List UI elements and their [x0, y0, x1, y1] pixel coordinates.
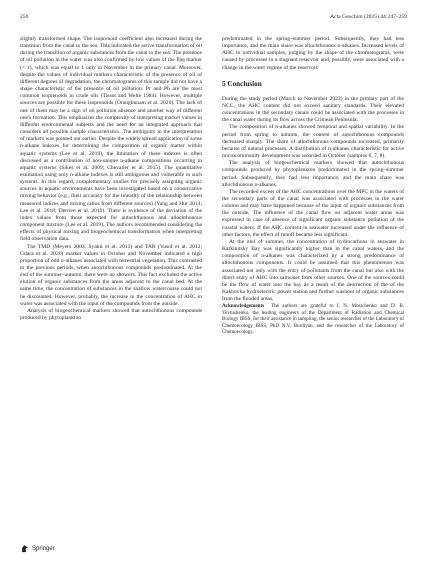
- running-header: [20, 14, 407, 21]
- journal-citation: Acta Geochim (2025) 44:247–259: [330, 14, 407, 20]
- publisher-footer: [20, 544, 55, 553]
- acknowledgements-label: Acknowledgements: [222, 303, 265, 310]
- publisher-name: Springer: [32, 545, 55, 552]
- acknowledgements-text: The authors are grateful to I. N. Mosichenko and D. B. Yevtushenko, the leading engineers of the Department of Radiation and Chemical Biology IBSS, for their assistance in sampling, the senior researcher of the Laboratory of Chemoecology IBSS, PhD N.V. Burdiyan, and the researcher of the Laboratory of Chemoecology,: [222, 303, 405, 336]
- conclusion-paragraph-2: The composition of n-alkanes showed temporal and spatial variability. In the period from spring to autumn, the content of autochthonous compounds decreased sharply. The share of allochthonous compounds increased, primarily because of natural processes. A distribution of n-alkanes characteristic for active microcommunity development was recorded in October (samples 6, 7, 8).: [222, 124, 404, 160]
- right-intro-paragraph: predominated in the spring–summer period. Subsequently, they had less importance, and the main share was allochthonous n-alkanes. Increased levels of AHC in individual samples, judging by the shape of the chromatograms, were caused by processes in a stagnant reservoir and, possibly, were associated with a change in the water regime of the reservoir.: [222, 36, 404, 71]
- left-paragraph-3: Analysis of biogeochemical markers showed that autochthonous compounds produced by phytoplankton: [20, 307, 202, 322]
- conclusion-paragraph-4: The recorded excess of the AHC concentrations over the MPC in the waters of the secondary parts of the canal was associated with processes in the water column and may have happened because of the input of organic substances from the outside. The influence of the canal flow on adjacent water areas was expressed in case of absence of significant organic substance pollution of the coastal waters. If the AHC content in seawater increased under the influence of other factors, the effect of runoff became less significant.: [222, 188, 404, 238]
- conclusion-paragraph-3: The analysis of biogeochemical markers showed that autochthonous compounds produced by phytoplankton predominated in the spring–summer period. Subsequently, they had less importance, and the main share was allochthonous n-alkanes.: [222, 160, 404, 188]
- acknowledgements: [222, 303, 404, 336]
- right-column: [222, 36, 404, 336]
- page-number: 256: [20, 14, 29, 20]
- springer-horse-icon: [20, 544, 29, 553]
- left-column: [20, 36, 202, 322]
- conclusion-paragraph-5: At the end of summer, the concentration of hydrocarbons in seawater in Karkinitsky Bay was significantly higher than in the canal waters, and the composition of n-alkanes was characterized by a strong predominance of allochthonous components. It could be assumed that this phenomenon was associated not only with the entry of pollutants from the canal but also with the direct entry of AHC into saltwater from other sources. One of the sources could be the flow of water into the bay as a result of the destruction of the of the Kakhovka hydroelectric power station and further washout of organic substances from the flooded areas.: [222, 238, 404, 303]
- conclusion-heading: 5 Conclusion: [222, 79, 262, 88]
- left-paragraph-2: The TMD (Meyers 2003; Syakti et al. 2013) and TAR (Yusof et al. 2012; Gdara et al. 2020) marker values in October and November indicated a high proportion of odd n-alkanes associated with terrestrial vegetation. This contrasted to the previous periods, when autochthonous compounds predominated. At the end of the summer–autumn, there were no showers. This fact excluded the active elution of organic substances from the areas adjacent to the canal bed. At the same time, the concentration of substances in the shallow watercourse could not be discounted. However, probably, the increase in the concentration of AHC in water was associated with the input of the compounds from the outside.: [20, 243, 202, 307]
- conclusion-paragraph-1: During the study period (March to November 2023) in the primary part of the NCC, the AHC content did not exceed sanitary standards. Their elevated concentrations in the secondary canals could be associated with the processes in the canal water during its flow across the Crimean Peninsula.: [222, 95, 404, 124]
- left-paragraph-1: slightly transformed shape. The isoprenoid coefficient also increased during the transition from the canal to the sea. This indicated the active transformation of oil during the transition of organic substances from the canal to the sea. The presence of oil pollution in the water was also confirmed by low values of the Paq marker (< 1), which was equal to 1 only in November in the primary canal. Moreover, despite the values of individual markers characteristic of the presence of oil of different degrees of degradation, the chromatograms of this sample did not have a shape characteristic of the presence of oil pollution. Pr and Ph are the most common isoprenoids in crude oils (Tissot and Welte 1984). However, multiple sources are possible for these isoprenoids (Orangbunam et al. 2020). The lack of one of them may be a sign of oil pollution absence and another way of different one's formation. This emphasizes the complexity of interpreting marker values in different environmental subjects and the need for an integrated approach that considers all possible sample characteristics. The ambiguity in the interpretation of markers was pointed out earlier. Despite the widely spread application of some n-alkane indexes for determining the composition of organic matter within aquatic systems (Lee et al. 2019), the limitation of these indexes is often discussed as a contribution of non-unique n-alkane compositions occurring in aquatic systems (Sikes et al. 2009; Chevalier et al. 2015). The quantitative estimation using only n-alkane indexes is still ambiguous and vulnerable in such systems. In this regard, complementary studies for precisely assigning organic sources in aquatic environments have been investigated based on a conservative mixing behavior (e.g., their accuracy for the linearity of the relationship between measured indices and mixing ratios from different sources) (Yang and Hur 2014; Lee et al. 2018; Derrien et al. 2019). There is evidence of the deviation of the index values from those expected for autochthonous and allochthonous component mixture (Lee et al. 2019). The authors recommended considering the effects of physical mixing and biogeochemical transformation when interpreting field observation data.: [20, 36, 202, 243]
